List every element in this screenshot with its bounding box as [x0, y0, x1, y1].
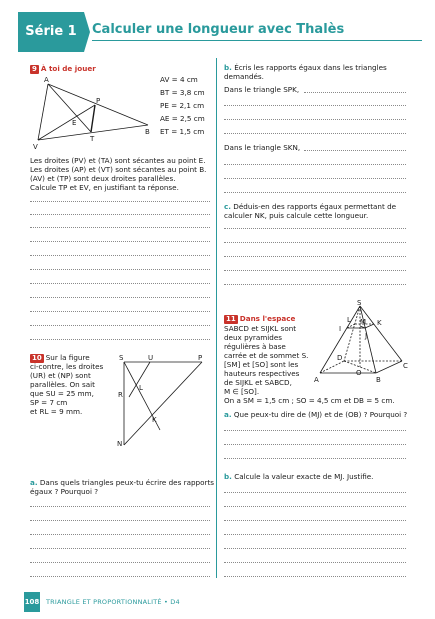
label-s: S — [357, 299, 362, 307]
ex11-question-b: b. Calcule la valeur exacte de MJ. Justifie. — [224, 472, 374, 481]
answer-line[interactable] — [224, 444, 406, 445]
ex11-question-a-label: a. — [224, 410, 232, 419]
label-b: B — [145, 128, 150, 136]
label-l: L — [347, 316, 351, 324]
answer-line[interactable] — [224, 256, 406, 257]
answer-line[interactable] — [30, 214, 210, 215]
label-o: O — [356, 369, 362, 377]
ex10-question-a-line-2: égaux ? Pourquoi ? — [30, 487, 99, 496]
label-i: I — [339, 325, 342, 333]
ex11-line-3: régulières à base — [224, 342, 286, 351]
answer-line[interactable] — [30, 297, 210, 298]
ex11-line-6: hauteurs respectives — [224, 369, 300, 378]
label-l: L — [139, 384, 143, 392]
ex9-line-4: Calcule TP et EV, en justifiant ta réponse. — [30, 183, 179, 192]
ex10-number: 10 — [32, 354, 42, 362]
ex11-title: Dans l'espace — [239, 314, 296, 323]
label-a: A — [44, 76, 49, 84]
answer-line[interactable] — [224, 192, 406, 193]
answer-line[interactable] — [304, 92, 406, 93]
ex9-line-2: Les droites (AP) et (VT) sont sécantes au point B. — [30, 165, 207, 174]
label-p: P — [198, 354, 203, 362]
page-number: 108 — [24, 592, 40, 612]
right-c-line-1: c. Déduis-en des rapports égaux permettant de — [224, 202, 397, 211]
ex9-line-1: Les droites (PV) et (TA) sont sécantes au point E. — [30, 156, 206, 165]
answer-line[interactable] — [224, 105, 406, 106]
ex10-line-1: 10 Sur la figure — [32, 353, 90, 362]
ex9-figure — [30, 74, 160, 154]
answer-line[interactable] — [224, 506, 406, 507]
ex9-value-bt: BT = 3,8 cm — [160, 88, 205, 97]
ex9-title: À toi de jouer — [40, 64, 96, 73]
label-b: B — [376, 376, 381, 384]
column-divider — [216, 58, 217, 578]
ex9-value-av: AV = 4 cm — [160, 75, 198, 84]
right-c-line-2: calculer NK, puis calcule cette longueur. — [224, 211, 369, 220]
right-b-label: b. — [224, 63, 232, 72]
segment-at — [48, 84, 91, 132]
ex10-line-5: que SU = 25 mm, — [30, 389, 94, 398]
skn-prompt: Dans le triangle SKN, — [224, 143, 301, 152]
answer-line[interactable] — [30, 311, 210, 312]
ex11-question-b-label: b. — [224, 472, 232, 481]
segment-tp — [91, 105, 95, 132]
segment-vp — [38, 105, 95, 140]
ex11-line-4: carrée et de sommet S. — [224, 351, 309, 360]
ex9-number: 9 — [32, 65, 37, 73]
spk-prompt: Dans le triangle SPK, — [224, 85, 300, 94]
label-t: T — [90, 135, 95, 143]
ex9-value-pe: PE = 2,1 cm — [160, 101, 205, 110]
answer-line[interactable] — [30, 548, 210, 549]
answer-line[interactable] — [224, 178, 406, 179]
answer-line[interactable] — [224, 228, 406, 229]
answer-line[interactable] — [30, 520, 210, 521]
edge-sd — [344, 306, 360, 361]
answer-line[interactable] — [224, 520, 406, 521]
ex10-line-6: SP = 7 cm — [30, 398, 68, 407]
answer-line[interactable] — [224, 284, 406, 285]
answer-line[interactable] — [224, 164, 406, 165]
ex10-line-7: et RL = 9 mm. — [30, 407, 83, 416]
segment-pn — [124, 362, 202, 445]
page-header — [0, 12, 435, 52]
label-j: J — [365, 332, 368, 340]
answer-line[interactable] — [30, 325, 210, 326]
answer-line[interactable] — [224, 492, 406, 493]
answer-line[interactable] — [224, 133, 406, 134]
answer-line[interactable] — [224, 119, 406, 120]
ex11-heading — [224, 314, 295, 324]
right-c-label: c. — [224, 202, 231, 211]
answer-line[interactable] — [30, 227, 210, 228]
label-c: C — [403, 362, 408, 370]
answer-line[interactable] — [30, 534, 210, 535]
ex10-line-2: ci-contre, les droites — [30, 362, 104, 371]
ex10-line-3: (UR) et (NP) sont — [30, 371, 91, 380]
header-rule — [92, 40, 422, 41]
label-v: V — [33, 143, 38, 151]
right-b-line-1: b. Écris les rapports égaux dans les triangles — [224, 63, 387, 72]
label-k: K — [377, 319, 382, 327]
answer-line[interactable] — [224, 270, 406, 271]
label-m: M — [360, 318, 367, 326]
answer-line[interactable] — [30, 562, 210, 563]
serie-tab: Série 1 — [18, 12, 84, 52]
segment-av — [38, 84, 48, 140]
answer-line[interactable] — [224, 534, 406, 535]
label-e: E — [72, 119, 77, 127]
label-k: K — [152, 416, 157, 424]
ex9-line-3: (AV) et (TP) sont deux droites parallèles. — [30, 174, 176, 183]
answer-line[interactable] — [30, 576, 210, 577]
answer-line[interactable] — [224, 562, 406, 563]
answer-line[interactable] — [30, 241, 210, 242]
ex11-question-a: a. Que peux-tu dire de (MJ) et de (OB) ? Pourquoi ? — [224, 410, 408, 419]
label-d: D — [337, 354, 343, 362]
edge-jk — [365, 324, 374, 328]
ex11-line-8: M ∈ [SO]. — [224, 387, 260, 396]
serie-tab-arrow — [84, 12, 90, 52]
ex9-heading — [30, 64, 96, 74]
edge-bc — [376, 361, 402, 373]
answer-line[interactable] — [224, 430, 406, 431]
answer-line[interactable] — [30, 201, 210, 202]
footer-chapter: TRIANGLE ET PROPORTIONNALITÉ • D4 — [46, 598, 180, 606]
ex9-value-et: ET = 1,5 cm — [160, 127, 205, 136]
answer-line[interactable] — [30, 283, 210, 284]
label-n: N — [117, 440, 123, 448]
page-title: Calculer une longueur avec Thalès — [92, 22, 345, 37]
answer-line[interactable] — [30, 339, 210, 340]
ex11-line-5: [SM] et [SO] sont les — [224, 360, 299, 369]
answer-line[interactable] — [30, 255, 210, 256]
label-r: R — [118, 391, 123, 399]
label-a: A — [314, 376, 319, 384]
answer-line[interactable] — [30, 269, 210, 270]
label-p: P — [96, 97, 101, 105]
ex10-question-a-line-1: a. Dans quels triangles peux-tu écrire des rapports — [30, 478, 215, 487]
ex10-question-a-label: a. — [30, 478, 38, 487]
ex11-figure — [310, 298, 412, 390]
ex11-line-1: SABCD et SIJKL sont — [224, 324, 297, 333]
right-b-line-2: demandés. — [224, 72, 264, 81]
label-s: S — [119, 354, 124, 362]
answer-line[interactable] — [224, 458, 406, 459]
ex11-number: 11 — [226, 315, 236, 323]
ex11-line-2: deux pyramides — [224, 333, 282, 342]
ex11-given: On a SM = 1,5 cm ; SO = 4,5 cm et DB = 5 cm. — [224, 396, 395, 405]
ex9-value-ae: AE = 2,5 cm — [160, 114, 205, 123]
ex10-line-4: parallèles. On sait — [30, 380, 95, 389]
answer-line[interactable] — [30, 506, 210, 507]
label-u: U — [148, 354, 154, 362]
ex10-figure — [112, 350, 212, 450]
answer-line[interactable] — [304, 150, 406, 151]
answer-line[interactable] — [224, 576, 406, 577]
answer-line[interactable] — [224, 548, 406, 549]
answer-line[interactable] — [224, 242, 406, 243]
ex11-line-7: de SIJKL et SABCD, — [224, 378, 292, 387]
